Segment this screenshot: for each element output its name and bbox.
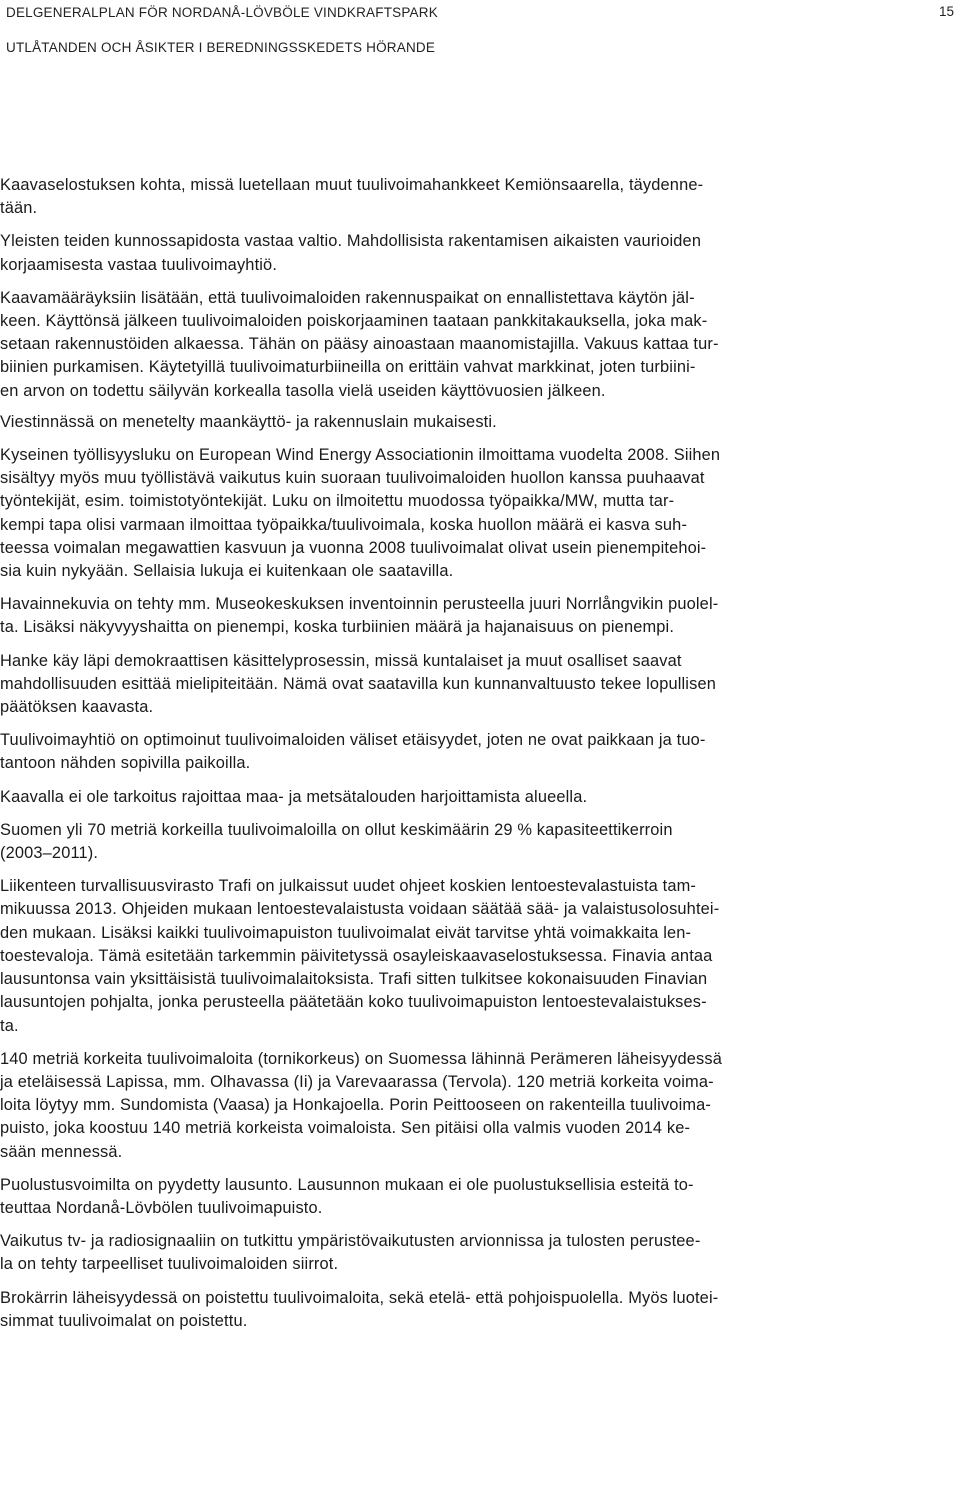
page-number: 15 <box>938 4 954 19</box>
paragraph: Hanke käy läpi demokraattisen käsittelyprosessin, missä kuntalaiset ja muut osalliset saavat mahdollisuuden esittää mielipiteitään. Nämä ovat saatavilla kun kunnanvaltuusto tekee lopullisen päätöksen kaavasta. <box>0 651 716 717</box>
paragraph: Kaavamääräyksiin lisätään, että tuulivoimaloiden rakennuspaikat on ennallistettava käytön jäl- keen. Käyttönsä jälkeen tuulivoimaloiden poiskorjaaminen taataan pankkitakauksella, joka mak- setaan rakennustöiden alkaessa. Tähän on pääsy ainoastaan maanomistajilla. Vakuus kattaa tur- biinien purkamisen. Käytetyillä tuulivoimaturbiineilla on erittäin vahvat markkinat, joten turbiini- en arvon on todettu säilyvän korkealla tasolla vielä useiden käyttövuosien jälkeen. <box>0 288 719 400</box>
paragraph: 140 metriä korkeita tuulivoimaloita (tornikorkeus) on Suomessa lähinnä Perämeren läheisyydessä ja eteläisessä Lapissa, mm. Olhavassa (Ii) ja Varevaarassa (Tervola). 120 metriä korkeita voima- loita löytyy mm. Sundomista (Vaasa) ja Honkajoella. Porin Peittooseen on rakenteilla tuulivoima- puisto, joka koostuu 140 metriä korkeista voimaloista. Sen pitäisi olla valmis vuoden 2014 ke- sään mennessä. <box>0 1049 722 1161</box>
paragraph: Suomen yli 70 metriä korkeilla tuulivoimaloilla on ollut keskimäärin 29 % kapasiteettikerroin (2003–2011). <box>0 820 673 863</box>
paragraph: Puolustusvoimilta on pyydetty lausunto. Lausunnon mukaan ei ole puolustuksellisia esteitä to- teuttaa Nordanå-Lövbölen tuulivoimapuisto. <box>0 1175 694 1217</box>
paragraph: Kyseinen työllisyysluku on European Wind Energy Associationin ilmoittama vuodelta 2008. Siihen sisältyy myös muu työllistävä vaikutus kuin suoraan tuulivoimaloiden huollon kanssa puuhaavat työntekijät, esim. toimistotyöntekijät. Luku on ilmoitettu muodossa työpaikka/MW, mutta tar- kempi tapa olisi varmaan ilmoittaa työpaikka/tuulivoimala, koska huollon määrä ei kasva suh- teessa voimalan megawattien kasvuun ja vuonna 2008 tuulivoimalat olivat usein pienempitehoi- sia kuin nykyään. Sellaisia lukuja ei kuitenkaan ole saatavilla. <box>0 446 721 581</box>
document-subtitle: UTLÅTANDEN OCH ÅSIKTER I BEREDNINGSSKEDETS HÖRANDE <box>6 40 436 55</box>
paragraph: Kaavalla ei ole tarkoitus rajoittaa maa- ja metsätalouden harjoittamista alueella. <box>0 787 588 806</box>
paragraph: Havainnekuvia on tehty mm. Museokeskuksen inventoinnin perusteella juuri Norrlångvikin puolel- ta. Lisäksi näkyvyyshaitta on pienempi, koska turbiinien määrä ja hajanaisuus on pienempi. <box>0 595 719 637</box>
paragraph: Vaikutus tv- ja radiosignaaliin on tutkittu ympäristövaikutusten arvionnissa ja tulosten perustee- la on tehty tarpeelliset tuulivoimaloiden siirrot. <box>0 1232 701 1274</box>
paragraph: Yleisten teiden kunnossapidosta vastaa valtio. Mahdollisista rakentamisen aikaisten vaurioiden korjaamisesta vastaa tuulivoimayhtiö. <box>0 232 702 274</box>
paragraph: Brokärrin läheisyydessä on poistettu tuulivoimaloita, sekä etelä- että pohjoispuolella. Myös luotei- simmat tuulivoimalat on poistettu. <box>0 1288 719 1330</box>
document-body <box>0 174 952 1333</box>
paragraph: Kaavaselostuksen kohta, missä luetellaan muut tuulivoimahankkeet Kemiönsaarella, täydenne- tään. <box>0 176 704 218</box>
paragraph: Tuulivoimayhtiö on optimoinut tuulivoimaloiden väliset etäisyydet, joten ne ovat paikkaan ja tuo- tantoon nähden sopivilla paikoilla. <box>0 731 706 773</box>
document-title: DELGENERALPLAN FÖR NORDANÅ-LÖVBÖLE VINDKRAFTSPARK <box>6 5 438 20</box>
paragraph: Viestinnässä on menetelty maankäyttö- ja rakennuslain mukaisesti. <box>0 412 497 431</box>
paragraph: Liikenteen turvallisuusvirasto Trafi on julkaissut uudet ohjeet koskien lentoestevalastuista tam- mikuussa 2013. Ohjeiden mukaan lentoestevalaistusta voidaan säätää sää- ja valaistusolosuhtei- den mukaan. Lisäksi kaikki tuulivoimapuiston tuulivoimalat eivät tarvitse yhtä voimakkaita len- toestevaloja. Tämä esitetään tarkemmin päivitetyssä osayleiskaavaselostuksessa. Finavia antaa lausuntonsa vain yksittäisistä tuulivoimalaitoksista. Trafi sitten tulkitsee kokonaisuuden Finavian lausuntojen pohjalta, jonka perusteella päätetään koko tuulivoimapuiston lentoestevalaistukses- ta. <box>0 877 720 1035</box>
